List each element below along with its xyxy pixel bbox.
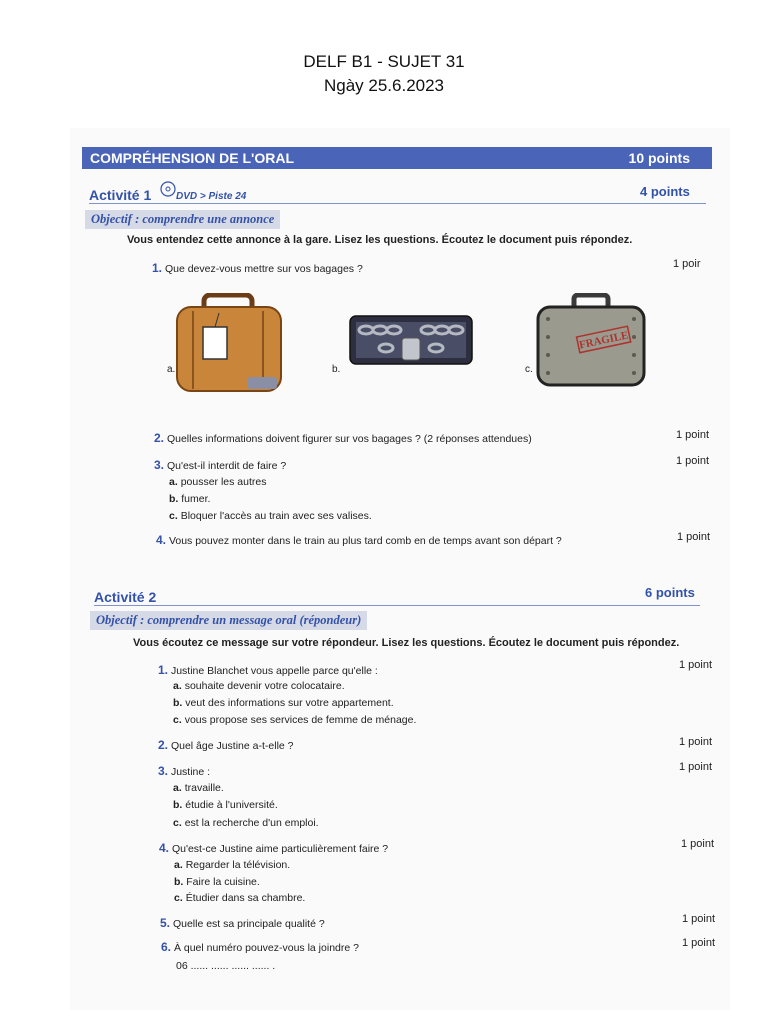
a1-q1-points: 1 poir — [673, 258, 701, 270]
a2-q4-option-b — [174, 876, 260, 888]
image-label-b: b. — [332, 364, 341, 375]
a1-q3-points: 1 point — [676, 455, 710, 467]
a1-q2-points: 1 point — [676, 429, 710, 441]
question-number: 4. — [156, 533, 167, 547]
option-letter: b. — [173, 799, 183, 811]
a2-q6-points: 1 point — [682, 937, 716, 949]
a1-question-3 — [154, 458, 286, 472]
page-date: Ngày 25.6.2023 — [323, 76, 445, 95]
a1-q3-option-c — [169, 510, 372, 522]
a2-question-6 — [161, 940, 359, 954]
activity1-points: 4 points — [640, 184, 690, 199]
a2-q4-option-c — [174, 892, 305, 904]
option-letter: b. — [174, 876, 184, 888]
option-text: vous propose ses services de femme de ménage. — [184, 714, 417, 726]
question-text: Justine Blanchet vous appelle parce qu'elle : — [170, 665, 378, 677]
a2-question-1 — [158, 663, 378, 677]
a1-q3-option-b — [169, 493, 210, 505]
option-letter: a. — [173, 782, 182, 794]
a1-question-1 — [152, 261, 363, 275]
a2-q1-option-b — [173, 697, 394, 709]
option-text: étudie à l'université. — [185, 799, 278, 811]
question-text: Qu'est-il interdit de faire ? — [166, 460, 287, 472]
option-letter: c. — [173, 714, 182, 726]
a1-q4-points: 1 point — [677, 531, 711, 543]
section-bar — [82, 147, 712, 169]
question-number: 4. — [159, 841, 170, 855]
activity2-title: Activité 2 — [94, 589, 157, 605]
a2-q4-points: 1 point — [681, 838, 715, 850]
a2-q3-option-b — [173, 799, 278, 811]
piste-reference: DVD > Piste 24 — [176, 191, 247, 202]
activity1-objectif: Objectif : comprendre une annonce — [85, 210, 280, 229]
question-text: Justine : — [170, 766, 211, 778]
a2-q5-points: 1 point — [682, 913, 716, 925]
activity2-points: 6 points — [645, 585, 695, 600]
question-text: Quelles informations doivent figurer sur vos bagages ? (2 réponses attendues) — [166, 433, 532, 445]
option-letter: c. — [169, 510, 178, 522]
activity1-title: Activité 1 — [89, 187, 152, 203]
question-number: 2. — [154, 431, 165, 445]
a2-question-3 — [158, 764, 210, 778]
option-letter: a. — [169, 476, 178, 488]
activity1-instruction: Vous entendez cette annonce à la gare. Lisez les questions. Écoutez le document puis répondez. — [127, 234, 633, 246]
question-text: Quelle est sa principale qualité ? — [172, 918, 325, 930]
a2-q1-option-a — [173, 680, 345, 692]
option-text: Étudier dans sa chambre. — [185, 892, 306, 904]
option-text: Bloquer l'accès au train avec ses valises. — [180, 510, 372, 522]
option-letter: a. — [174, 859, 183, 871]
fragile-case-image — [536, 293, 648, 387]
question-text: Quel âge Justine a-t-elle ? — [170, 740, 294, 752]
question-number: 6. — [161, 940, 172, 954]
a2-question-5 — [160, 916, 325, 930]
question-number: 3. — [158, 764, 169, 778]
option-letter: b. — [173, 697, 183, 709]
suitcase-tag-image — [173, 293, 285, 397]
a1-question-2 — [154, 431, 532, 445]
question-text: À quel numéro pouvez-vous la joindre ? — [173, 942, 359, 954]
section-title: COMPRÉHENSION DE L'ORAL — [90, 150, 295, 166]
option-text: fumer. — [181, 493, 211, 505]
option-letter: c. — [174, 892, 183, 904]
phone-answer-line: 06 ...... ...... ...... ...... . — [176, 960, 276, 972]
option-text: Faire la cuisine. — [186, 876, 260, 888]
a2-question-2 — [158, 738, 294, 752]
option-text: pousser les autres — [180, 476, 267, 488]
a2-q3-option-a — [173, 782, 224, 794]
option-text: est la recherche d'un emploi. — [184, 817, 319, 829]
question-text: Qu'est-ce Justine aime particulièrement faire ? — [171, 843, 389, 855]
option-letter: c. — [173, 817, 182, 829]
question-number: 1. — [158, 663, 169, 677]
option-text: travaille. — [184, 782, 224, 794]
a1-question-4 — [156, 533, 562, 547]
question-number: 3. — [154, 458, 165, 472]
a2-question-4 — [159, 841, 388, 855]
question-number: 2. — [158, 738, 169, 752]
a2-q3-option-c — [173, 817, 319, 829]
activity1-rule — [89, 203, 706, 204]
option-letter: a. — [173, 680, 182, 692]
question-number: 5. — [160, 916, 171, 930]
a2-q1-option-c — [173, 714, 416, 726]
option-text: Regarder la télévision. — [185, 859, 291, 871]
option-letter: b. — [169, 493, 179, 505]
fragile-stamp: FRAGILE — [578, 329, 630, 352]
question-text: Que devez-vous mettre sur vos bagages ? — [164, 263, 363, 275]
option-text: souhaite devenir votre colocataire. — [184, 680, 345, 692]
image-label-c: c. — [525, 364, 533, 375]
section-points: 10 points — [628, 150, 690, 166]
question-number: 1. — [152, 261, 163, 275]
a2-q1-points: 1 point — [679, 659, 713, 671]
option-text: veut des informations sur votre appartement. — [185, 697, 394, 709]
a1-q3-option-a — [169, 476, 266, 488]
a2-q2-points: 1 point — [679, 736, 713, 748]
a2-q3-points: 1 point — [679, 761, 713, 773]
chained-case-image — [346, 308, 476, 370]
activity2-rule — [94, 605, 700, 606]
activity2-instruction: Vous écoutez ce message sur votre répondeur. Lisez les questions. Écoutez le document puis répondez. — [133, 637, 680, 649]
page-title: DELF B1 - SUJET 31 — [303, 52, 465, 71]
image-label-a: a. — [167, 364, 176, 375]
activity2-objectif: Objectif : comprendre un message oral (répondeur) — [90, 611, 367, 630]
question-text: Vous pouvez monter dans le train au plus tard comb en de temps avant son départ ? — [168, 535, 562, 547]
a2-q4-option-a — [174, 859, 290, 871]
